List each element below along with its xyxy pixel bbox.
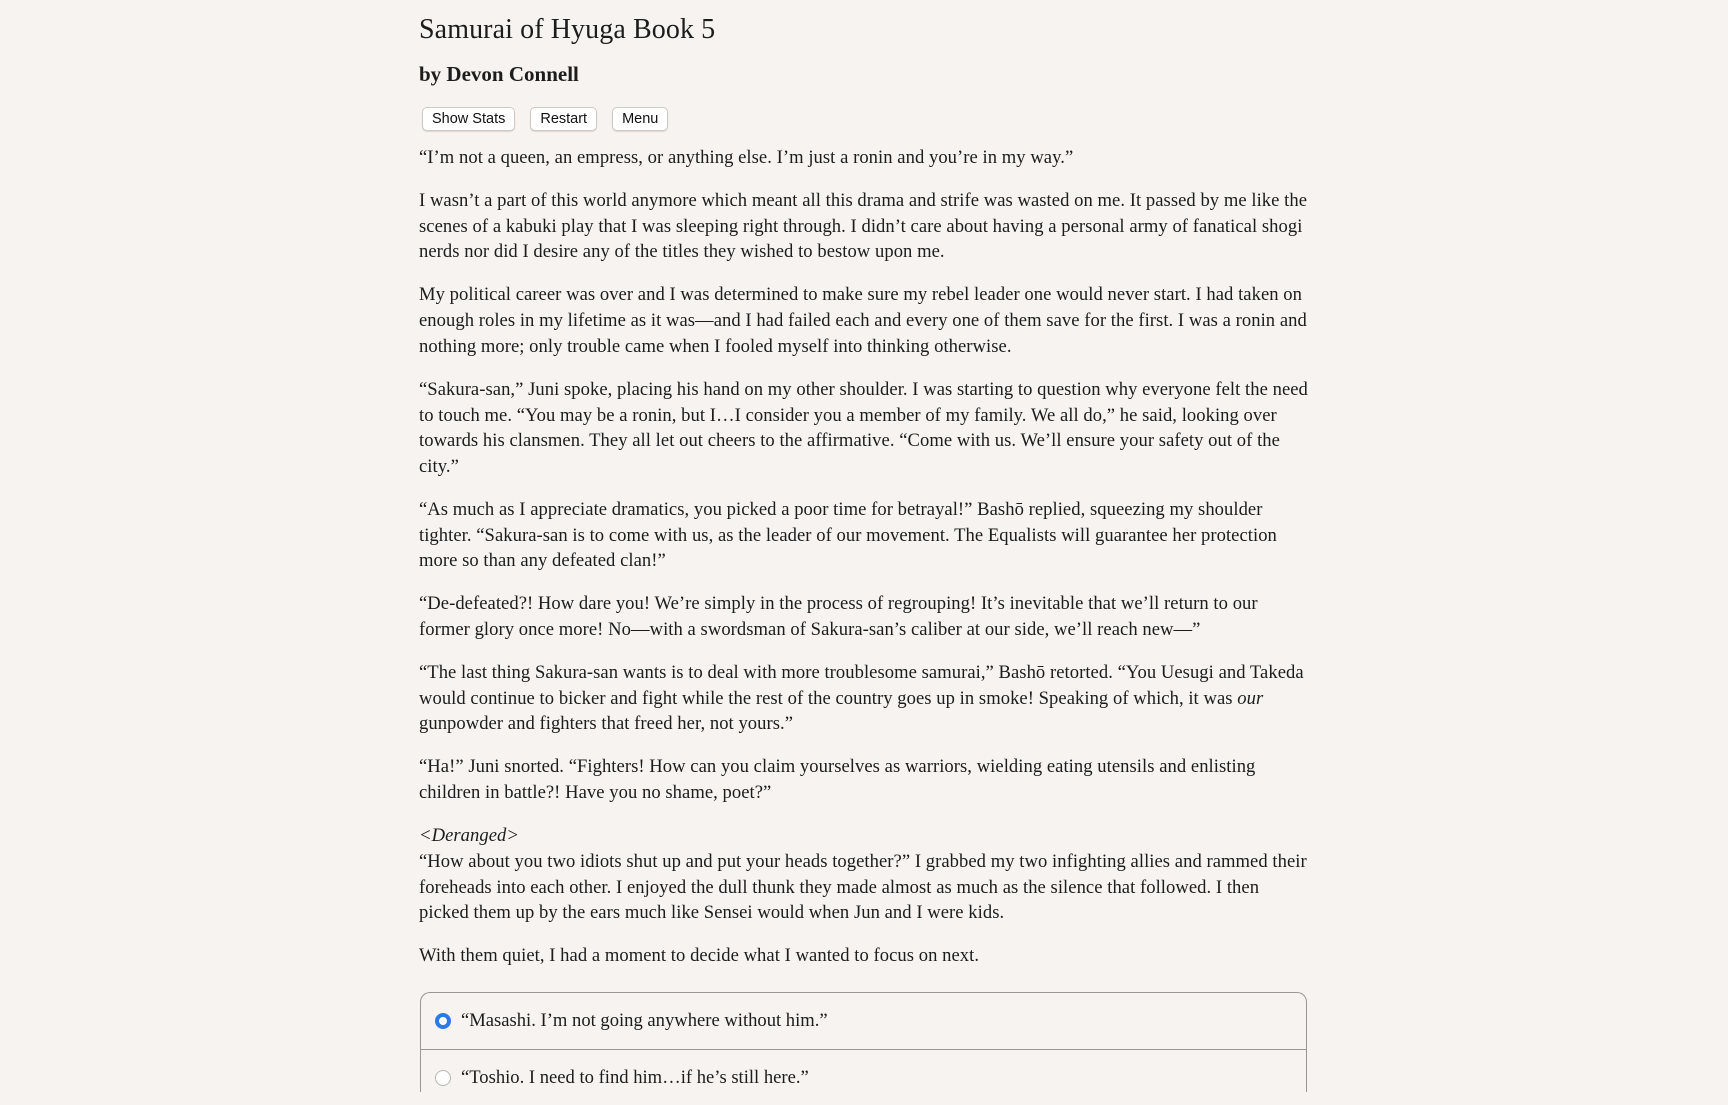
restart-button[interactable]: Restart <box>530 107 597 131</box>
toolbar <box>422 107 668 131</box>
radio-unselected-icon[interactable] <box>435 1070 451 1086</box>
show-stats-button[interactable]: Show Stats <box>422 107 515 131</box>
story-paragraph: “As much as I appreciate dramatics, you picked a poor time for betrayal!” Bashō replied, squeezing my shoulder tighter. “Sakura-san is to come with us, as the leader of our movement. The Equalists will guarantee her protection more so than any defeated clan!” <box>419 498 1277 572</box>
choice-label: “Masashi. I’m not going anywhere without him.” <box>461 1010 828 1031</box>
story-paragraph: I wasn’t a part of this world anymore which meant all this drama and strife was wasted on me. It passed by me like the scenes of a kabuki play that I was sleeping right through. I didn’t care about having a personal army of fanatical shogi nerds nor did I desire any of the titles they wished to bestow upon me. <box>419 190 1308 263</box>
story-paragraph <box>419 823 1309 926</box>
choice-label: “Toshio. I need to find him…if he’s still here.” <box>461 1066 809 1088</box>
paragraph-text: “The last thing Sakura-san wants is to deal with more troublesome samurai,” Bashō retorted. “You Uesugi and Takeda would continue to bicker and fight while the rest of the country goes up in smoke! Speaking of which, it was <box>419 662 1304 709</box>
radio-selected-icon[interactable] <box>435 1013 451 1029</box>
choice-option-masashi[interactable] <box>421 993 1306 1049</box>
paragraph-text: gunpowder and fighters that freed her, not yours.” <box>419 713 794 735</box>
game-title: Samurai of Hyuga Book 5 <box>419 14 716 45</box>
story-paragraph: “Sakura-san,” Juni spoke, placing his hand on my other shoulder. I was starting to question why everyone felt the need to touch me. “You may be a ronin, but I…I consider you a member of my family. We all do,” he said, looking over towards his clansmen. They all let out cheers to the affirmative. “Come with us. We’ll ensure your safety out of the city.” <box>419 378 1308 477</box>
trait-label: <Deranged> <box>419 825 519 847</box>
emphasized-word: our <box>1237 687 1264 709</box>
menu-button[interactable]: Menu <box>612 107 668 131</box>
story-paragraph: With them quiet, I had a moment to decide what I wanted to focus on next. <box>419 945 980 967</box>
story-text <box>419 145 1309 986</box>
choice-list <box>420 992 1307 1092</box>
choice-option-toshio[interactable] <box>421 1049 1306 1105</box>
story-paragraph: My political career was over and I was determined to make sure my rebel leader one would never start. I had taken on enough roles in my lifetime as it was—and I had failed each and every one of them save for the first. I was a ronin and nothing more; only trouble came when I fooled myself into thinking otherwise. <box>419 284 1307 357</box>
game-author: by Devon Connell <box>419 62 579 86</box>
paragraph-text: “How about you two idiots shut up and put your heads together?” I grabbed my two infighting allies and rammed their foreheads into each other. I enjoyed the dull thunk they made almost as much as the silence that followed. I then picked them up by the ears much like Sensei would when Jun and I were kids. <box>419 850 1307 924</box>
story-paragraph: “Ha!” Juni snorted. “Fighters! How can you claim yourselves as warriors, wielding eating utensils and enlisting children in battle?! Have you no shame, poet?” <box>419 756 1256 804</box>
story-paragraph <box>419 660 1309 737</box>
story-paragraph: “I’m not a queen, an empress, or anything else. I’m just a ronin and you’re in my way.” <box>419 147 1074 168</box>
story-paragraph: “De-defeated?! How dare you! We’re simply in the process of regrouping! It’s inevitable that we’ll return to our former glory once more! No—with a swordsman of Sakura-san’s caliber at our side, we’ll reach new—” <box>419 593 1258 641</box>
